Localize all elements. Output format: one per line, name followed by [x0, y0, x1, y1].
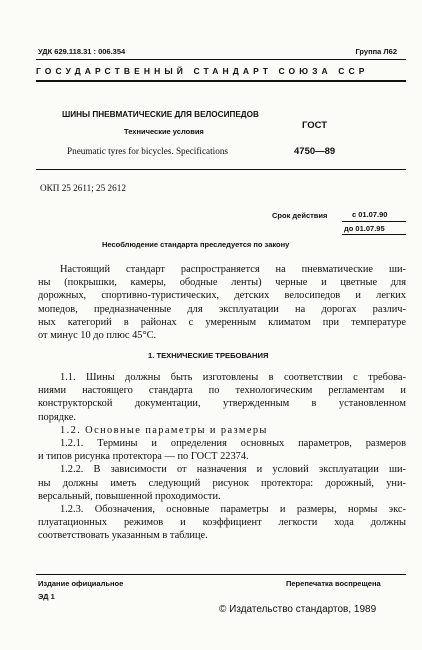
top-rule-thin	[36, 59, 406, 60]
scan-speck	[319, 186, 322, 189]
intro-line: дорожных, спортивно-туристических, детских велосипедов и легких	[38, 290, 406, 302]
top-rule-thick	[36, 80, 406, 82]
body-line: ны должны иметь следующий рисунок протектора: дорожный, уни-	[38, 477, 406, 489]
document-title: ШИНЫ ПНЕВМАТИЧЕСКИЕ ДЛЯ ВЕЛОСИПЕДОВ	[62, 110, 259, 119]
okp-codes: ОКП 25 2611; 25 2612	[40, 183, 126, 193]
intro-line: от минус 10 до плюс 45°С.	[38, 330, 157, 342]
state-standard-heading: ГОСУДАРСТВЕННЫЙ СТАНДАРТ СОЮЗА ССР	[36, 66, 369, 76]
intro-line: Настоящий стандарт распространяется на пневматические ши-	[60, 264, 406, 275]
body-line: 1.1. Шины должны быть изготовлены в соответствии с требова-	[60, 372, 406, 383]
validity-to: до 01.07.95	[344, 224, 385, 233]
body-line: соответствовать указанным в таблице.	[38, 530, 208, 542]
official-edition-label: Издание официальное	[38, 579, 124, 588]
body-line: 1.2.3. Обозначения, основные параметры и размеры, нормы экс-	[60, 504, 406, 516]
body-line: конструкторской документации, утвержденным в установленном	[38, 398, 406, 410]
intro-line: мопедов, предназначенные для эксплуатации на дорогах различ-	[38, 303, 406, 315]
group-code: Группа Л62	[355, 47, 397, 56]
body-line: 1.2.2. В зависимости от назначения и условий эксплуатации ши-	[60, 464, 406, 476]
udk-code: УДК 629.118.31 : 006.354	[38, 47, 126, 56]
body-line: 1.2.1. Термины и определения основных параметров, размеров	[60, 438, 406, 450]
intro-paragraph	[38, 263, 406, 342]
body-line: ниями настоящего стандарта по технологическим регламентам и	[38, 385, 406, 397]
body-line: и типов рисунка протектора — по ГОСТ 22374.	[38, 451, 249, 463]
validity-from: с 01.07.90	[352, 210, 388, 219]
document-subtitle: Технические условия	[124, 127, 204, 136]
gost-label: ГОСТ	[302, 120, 328, 131]
intro-line: ных категорий в районах с умеренным климатом при температуре	[38, 316, 406, 328]
body-line: плуатационных режимов и коэффициент легкости хода должны	[38, 517, 406, 529]
english-title: Pneumatic tyres for bicycles. Specifications	[67, 146, 228, 156]
body-line: версальный, повышенной проходимости.	[38, 490, 221, 502]
title-block-rule	[36, 169, 406, 170]
validity-rule	[342, 221, 406, 222]
legal-notice: Несоблюдение стандарта преследуется по закону	[102, 240, 290, 249]
validity-rule-bottom	[342, 234, 406, 235]
edition-code: ЭД 1	[38, 592, 55, 601]
copyright-notice: © Издательство стандартов, 1989	[219, 604, 377, 615]
validity-label: Срок действия	[272, 211, 328, 220]
body-line: 1.2. Основные параметры и размеры	[60, 424, 268, 436]
reprint-prohibited-label: Перепечатка воспрещена	[286, 579, 381, 588]
section-heading: 1. ТЕХНИЧЕСКИЕ ТРЕБОВАНИЯ	[148, 351, 269, 360]
gost-number: 4750—89	[294, 146, 336, 157]
footer-rule	[36, 574, 406, 575]
body-paragraphs	[38, 371, 406, 543]
body-line: порядке.	[38, 411, 77, 423]
intro-line: ны (покрышки, камеры, ободные ленты) черные и цветные для	[38, 277, 406, 289]
